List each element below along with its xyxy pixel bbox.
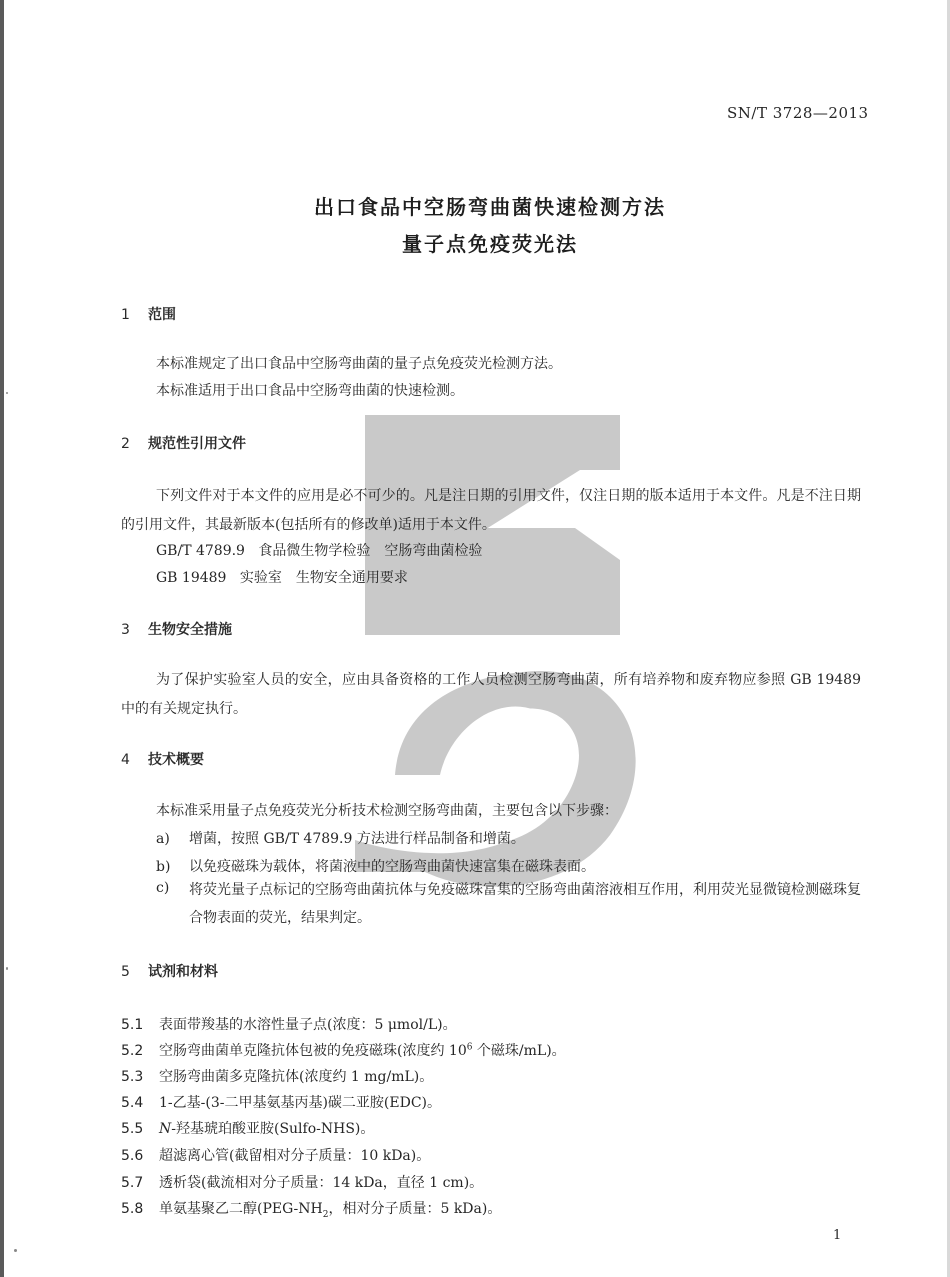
reagent-number: 5.8 (121, 1201, 144, 1217)
reagent-text-after: 个磁珠/mL)。 (472, 1043, 566, 1059)
scan-speck (6, 392, 8, 394)
document-title-line2: 量子点免疫荧光法 (402, 232, 578, 256)
overview-intro: 本标准采用量子点免疫荧光分析技术检测空肠弯曲菌，主要包含以下步骤： (156, 803, 618, 819)
reference-name: 食品微生物学检验 空肠弯曲菌检验 (258, 543, 483, 559)
section-heading-reagents (121, 961, 218, 981)
section-heading-references (121, 433, 246, 453)
reagent-text: 透析袋(截流相对分子质量：14 kDa，直径 1 cm)。 (159, 1175, 484, 1191)
section-title: 范围 (148, 307, 176, 323)
reagent-item (121, 1118, 374, 1138)
reference-code: GB/T 4789.9 (156, 543, 245, 559)
section-heading-biosafety (121, 619, 232, 639)
reagent-item (121, 1198, 501, 1220)
section-title: 生物安全措施 (148, 622, 232, 638)
page-number: 1 (833, 1228, 842, 1243)
document-title-line1: 出口食品中空肠弯曲菌快速检测方法 (314, 195, 666, 219)
overview-step-c-text: 将荧光量子点标记的空肠弯曲菌抗体与免疫磁珠富集的空肠弯曲菌溶液相互作用，利用荧光显微镜检测磁珠复合物表面的荧光，结果判定。 (189, 882, 861, 926)
reagent-text: 空肠弯曲菌多克隆抗体(浓度约 1 mg/mL)。 (159, 1069, 434, 1085)
reagent-item (121, 1066, 433, 1086)
reagent-number: 5.1 (121, 1017, 144, 1033)
scope-paragraph-2: 本标准适用于出口食品中空肠弯曲菌的快速检测。 (156, 383, 464, 399)
reagent-item (121, 1040, 566, 1060)
overview-step-b (156, 856, 595, 876)
reference-doc-2 (156, 567, 408, 587)
section-title: 试剂和材料 (148, 964, 218, 980)
reagent-item (121, 1092, 441, 1112)
reagent-number: 5.5 (121, 1121, 144, 1137)
reagent-text: 表面带羧基的水溶性量子点(浓度：5 μmol/L)。 (159, 1017, 457, 1033)
reagent-number: 5.4 (121, 1095, 144, 1111)
step-text: 增菌，按照 GB/T 4789.9 方法进行样品制备和增菌。 (189, 831, 525, 847)
reagent-text: 单氨基聚乙二醇(PEG-NH (159, 1201, 323, 1217)
section-heading-scope (121, 304, 176, 324)
reagent-prefix-italic: N (159, 1121, 172, 1137)
section-number: 4 (121, 752, 130, 768)
reference-name: 实验室 生物安全通用要求 (239, 570, 408, 586)
section-title: 技术概要 (148, 752, 204, 768)
reagent-number: 5.6 (121, 1148, 144, 1164)
reagent-item (121, 1145, 430, 1165)
section-heading-overview (121, 749, 204, 769)
references-intro: 下列文件对于本文件的应用是必不可少的。凡是注日期的引用文件，仅注日期的版本适用于本文件。凡是不注日期的引用文件，其最新版本(包括所有的修改单)适用于本文件。 (121, 488, 861, 533)
section-number: 3 (121, 622, 130, 638)
scan-speck (14, 1249, 17, 1252)
step-text: 以免疫磁珠为载体，将菌液中的空肠弯曲菌快速富集在磁珠表面。 (189, 859, 595, 875)
reagent-subscript: 2 (322, 1209, 329, 1220)
reagent-number: 5.2 (121, 1043, 144, 1059)
section-number: 2 (121, 436, 130, 452)
section-number: 1 (121, 307, 130, 323)
reagent-text: 1-乙基-(3-二甲基氨基丙基)碳二亚胺(EDC)。 (159, 1095, 442, 1111)
section-number: 5 (121, 964, 130, 980)
reagent-number: 5.3 (121, 1069, 144, 1085)
scope-paragraph-1: 本标准规定了出口食品中空肠弯曲菌的量子点免疫荧光检测方法。 (156, 356, 562, 372)
step-label: a) (156, 831, 170, 847)
reagent-text-after: ，相对分子质量：5 kDa)。 (328, 1201, 502, 1217)
reagent-text: 空肠弯曲菌单克隆抗体包被的免疫磁珠(浓度约 10 (159, 1043, 467, 1059)
reagent-text: -羟基琥珀酸亚胺(Sulfo-NHS)。 (171, 1121, 375, 1137)
biosafety-text: 为了保护实验室人员的安全，应由具备资格的工作人员检测空肠弯曲菌，所有培养物和废弃物应参照 GB 19489 中的有关规定执行。 (121, 672, 861, 717)
reagent-superscript: 6 (466, 1042, 473, 1053)
reference-code: GB 19489 (156, 570, 227, 586)
step-label: b) (156, 859, 171, 875)
step-label: c) (156, 880, 170, 896)
section-title: 规范性引用文件 (148, 436, 246, 452)
reference-doc-1 (156, 540, 482, 560)
standard-number: SN/T 3728—2013 (727, 104, 869, 122)
reagent-number: 5.7 (121, 1175, 144, 1191)
scan-speck (6, 967, 8, 970)
overview-step-a (156, 828, 525, 848)
overview-step-c-label (156, 880, 189, 896)
reagent-item (121, 1014, 457, 1034)
reagent-text: 超滤离心管(截留相对分子质量：10 kDa)。 (159, 1148, 431, 1164)
reagent-item (121, 1172, 483, 1192)
